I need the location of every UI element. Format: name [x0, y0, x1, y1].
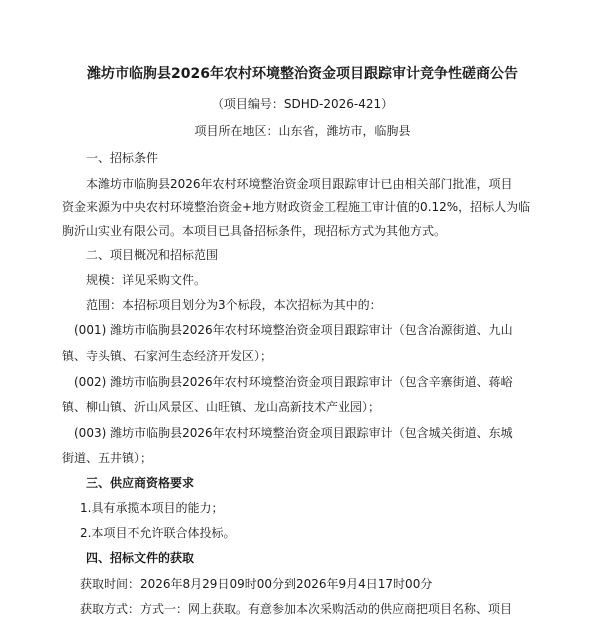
lot-line: (001) 潍坊市临朐县2026年农村环境整治资金项目跟踪审计（包含冶源街道、九山	[74, 323, 513, 337]
qualification-item: 1.具有承揽本项目的能力；	[80, 501, 224, 515]
section1-line: 资金来源为中央农村环境整治资金+地方财政资金工程施工审计值的0.12%，招标人为临	[62, 200, 531, 214]
section4-heading: 四、招标文件的获取	[86, 551, 195, 565]
acquisition-time: 获取时间：2026年8月29日09时00分到2026年9月4日17时00分	[80, 577, 433, 591]
project-location: 项目所在地区：山东省，潍坊市，临朐县	[194, 124, 411, 138]
section2-heading: 二、项目概况和招标范围	[86, 248, 219, 262]
lot-line: 镇、柳山镇、沂山风景区、山旺镇、龙山高新技术产业园）；	[62, 400, 381, 414]
document-title: 潍坊市临朐县2026年农村环境整治资金项目跟踪审计竞争性磋商公告	[87, 66, 518, 82]
project-number: （项目编号：SDHD-2026-421）	[211, 97, 394, 111]
section2-scope: 范围：本招标项目划分为3个标段，本次招标为其中的：	[86, 298, 382, 312]
lot-line: 街道、五井镇）；	[62, 451, 153, 465]
lot-line: 镇、寺头镇、石家河生态经济开发区）；	[62, 349, 273, 363]
acquisition-method: 获取方式：方式一：网上获取。有意参加本次采购活动的供应商把项目名称、项目	[80, 602, 513, 616]
lot-line: (002) 潍坊市临朐县2026年农村环境整治资金项目跟踪审计（包含辛寨街道、蒋峪	[74, 375, 513, 389]
section1-line: 朐沂山实业有限公司。本项目已具备招标条件，现招标方式为其他方式。	[62, 224, 447, 238]
section1-line: 本潍坊市临朐县2026年农村环境整治资金项目跟踪审计已由相关部门批准，项目	[86, 177, 513, 191]
qualification-item: 2.本项目不允许联合体投标。	[80, 526, 236, 540]
section2-scale: 规模：详见采购文件。	[86, 273, 207, 287]
section1-heading: 一、招标条件	[86, 151, 159, 165]
lot-line: (003) 潍坊市临朐县2026年农村环境整治资金项目跟踪审计（包含城关街道、东城	[74, 426, 513, 440]
section3-heading: 三、供应商资格要求	[86, 476, 195, 490]
